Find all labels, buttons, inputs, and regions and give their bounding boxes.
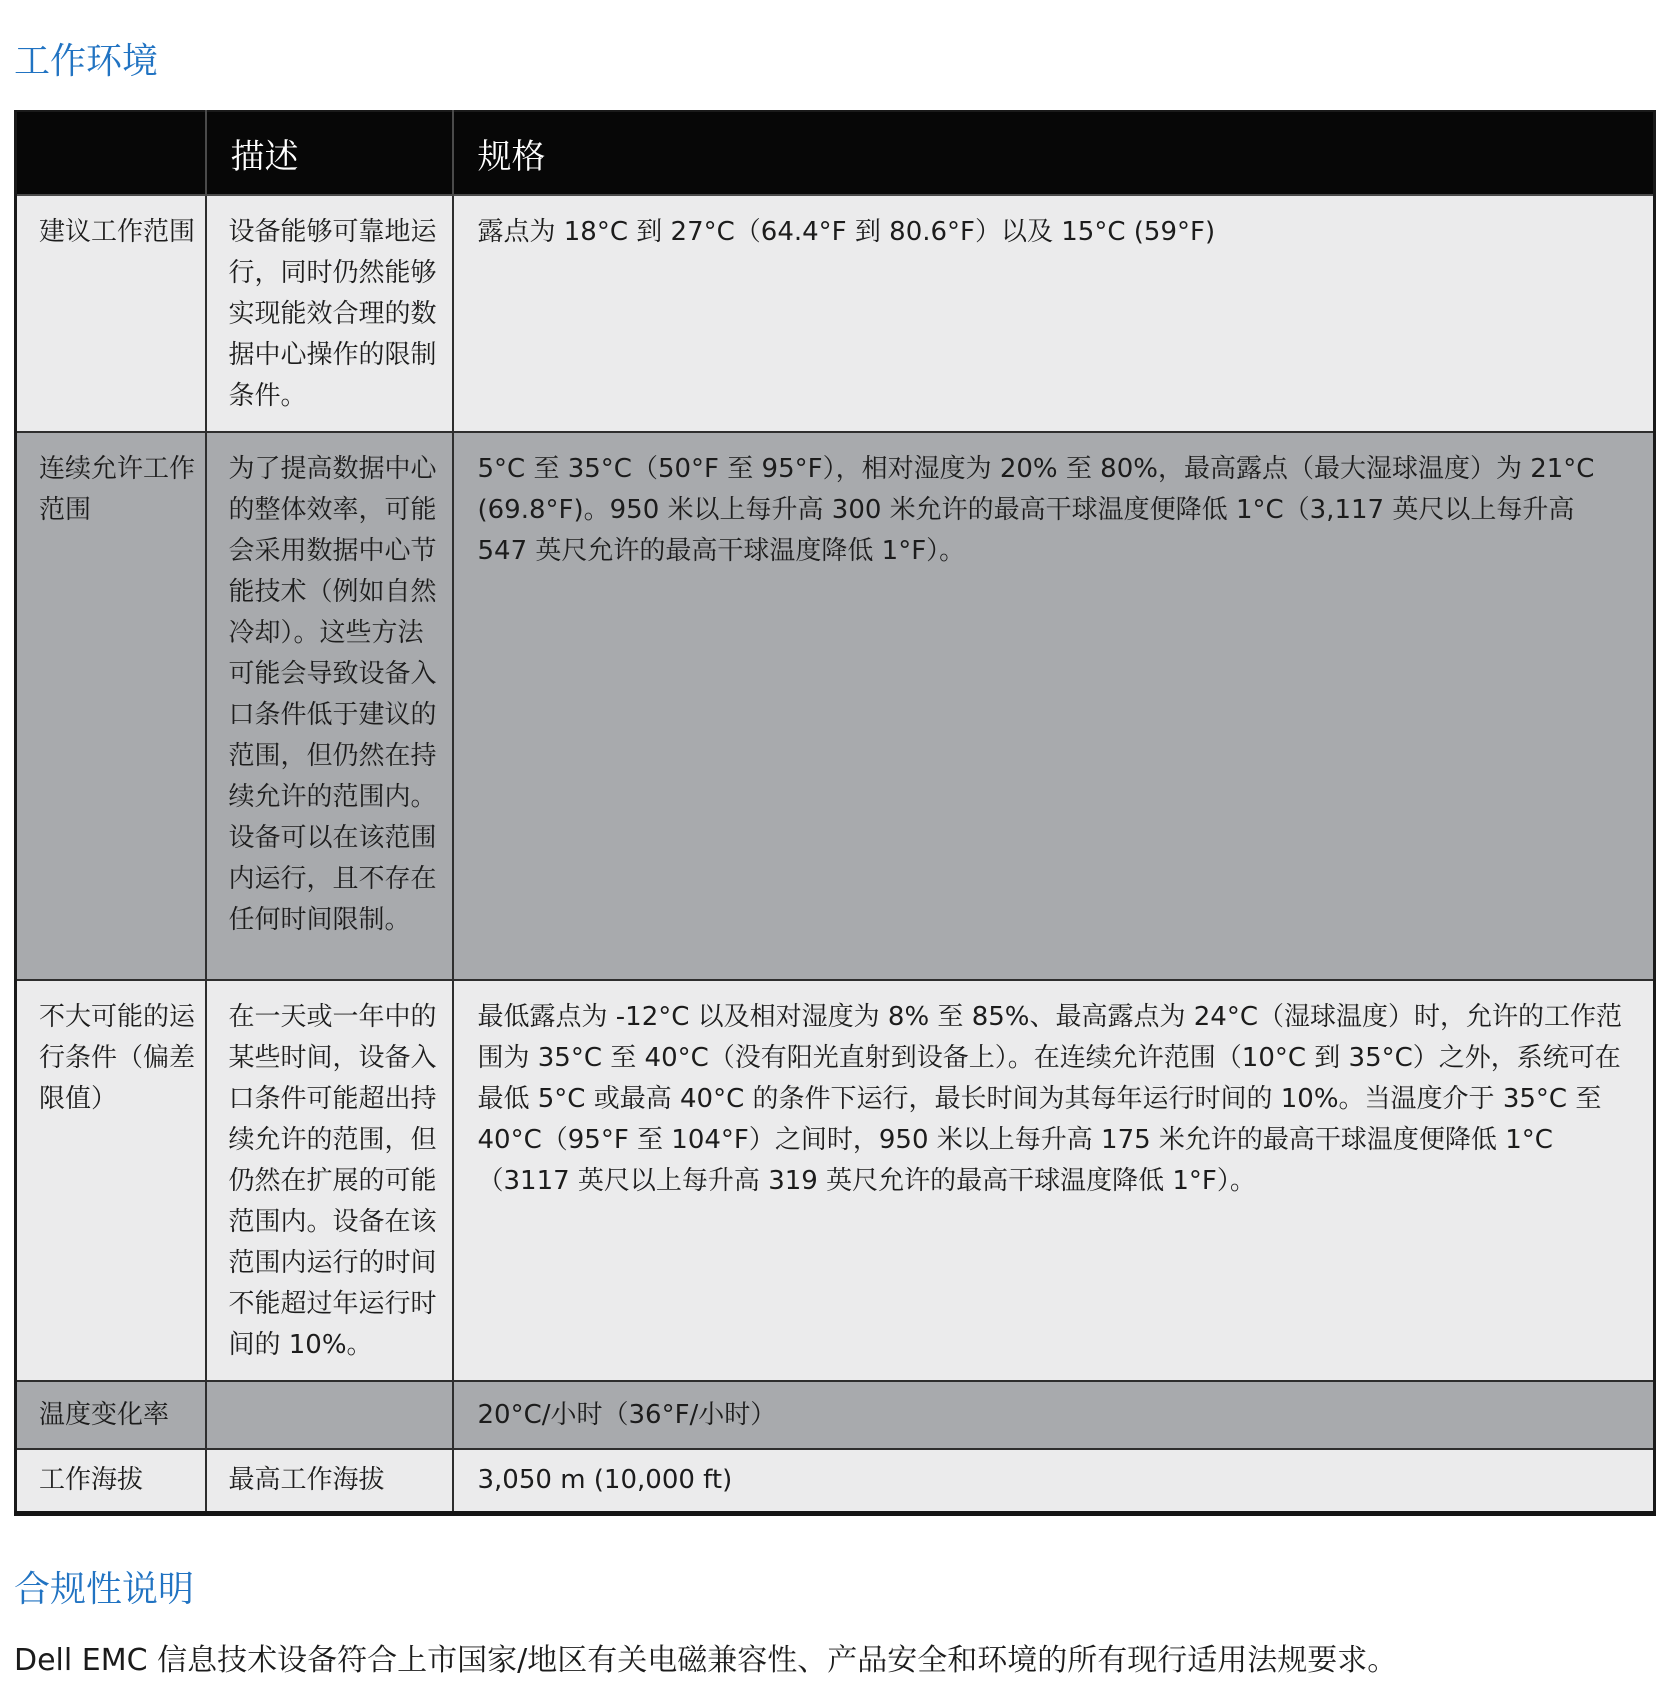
row-description: 设备能够可靠地运行，同时仍然能够实现能效合理的数据中心操作的限制条件。 — [206, 195, 453, 432]
row-label: 温度变化率 — [16, 1381, 206, 1449]
table-header-row — [16, 111, 1655, 195]
row-label: 连续允许工作范围 — [16, 432, 206, 980]
compliance-section-title: 合规性说明 — [14, 1568, 195, 1610]
column-header-empty — [16, 111, 206, 195]
row-label: 不大可能的运行条件（偏差限值） — [16, 980, 206, 1381]
row-label: 工作海拔 — [16, 1449, 206, 1513]
row-spec: 露点为 18°C 到 27°C（64.4°F 到 80.6°F）以及 15°C (59°F) — [453, 195, 1655, 432]
compliance-paragraph: Dell EMC 信息技术设备符合上市国家/地区有关电磁兼容性、产品安全和环境的所有现行适用法规要求。 — [14, 1642, 1398, 1678]
row-label: 建议工作范围 — [16, 195, 206, 432]
table-row — [16, 1449, 1655, 1513]
column-header-spec: 规格 — [453, 111, 1655, 195]
table-row — [16, 980, 1655, 1381]
table-row — [16, 432, 1655, 980]
row-spec: 最低露点为 -12°C 以及相对湿度为 8% 至 85%、最高露点为 24°C（湿球温度）时，允许的工作范围为 35°C 至 40°C（没有阳光直射到设备上）。在连续允许范围（10°C 到 35°C）之外，系统可在最低 5°C 或最高 40°C 的条件下运行，最长时间为其每年运行时间的 10%。当温度介于 35°C 至 40°C（95°F 至 104°F）之间时，950 米以上每升高 175 米允许的最高干球温度便降低 1°C（3117 英尺以上每升高 319 英尺允许的最高干球温度降低 1°F）。 — [453, 980, 1655, 1381]
operating-environment-table — [14, 110, 1656, 1516]
row-spec: 5°C 至 35°C（50°F 至 95°F），相对湿度为 20% 至 80%，最高露点（最大湿球温度）为 21°C (69.8°F)。950 米以上每升高 300 米允许的最高干球温度便降低 1°C（3,117 英尺以上每升高 547 英尺允许的最高干球温度降低 1°F）。 — [453, 432, 1655, 980]
table-row — [16, 195, 1655, 432]
row-spec: 3,050 m (10,000 ft) — [453, 1449, 1655, 1513]
row-description: 在一天或一年中的某些时间，设备入口条件可能超出持续允许的范围，但仍然在扩展的可能范围内。设备在该范围内运行的时间不能超过年运行时间的 10%。 — [206, 980, 453, 1381]
row-description: 最高工作海拔 — [206, 1449, 453, 1513]
row-spec: 20°C/小时（36°F/小时） — [453, 1381, 1655, 1449]
table-row — [16, 1381, 1655, 1449]
page-title: 工作环境 — [14, 41, 159, 82]
row-description — [206, 1381, 453, 1449]
column-header-description: 描述 — [206, 111, 453, 195]
row-description: 为了提高数据中心的整体效率，可能会采用数据中心节能技术（例如自然冷却）。这些方法可能会导致设备入口条件低于建议的范围，但仍然在持续允许的范围内。设备可以在该范围内运行，且不存在任何时间限制。 — [206, 432, 453, 980]
